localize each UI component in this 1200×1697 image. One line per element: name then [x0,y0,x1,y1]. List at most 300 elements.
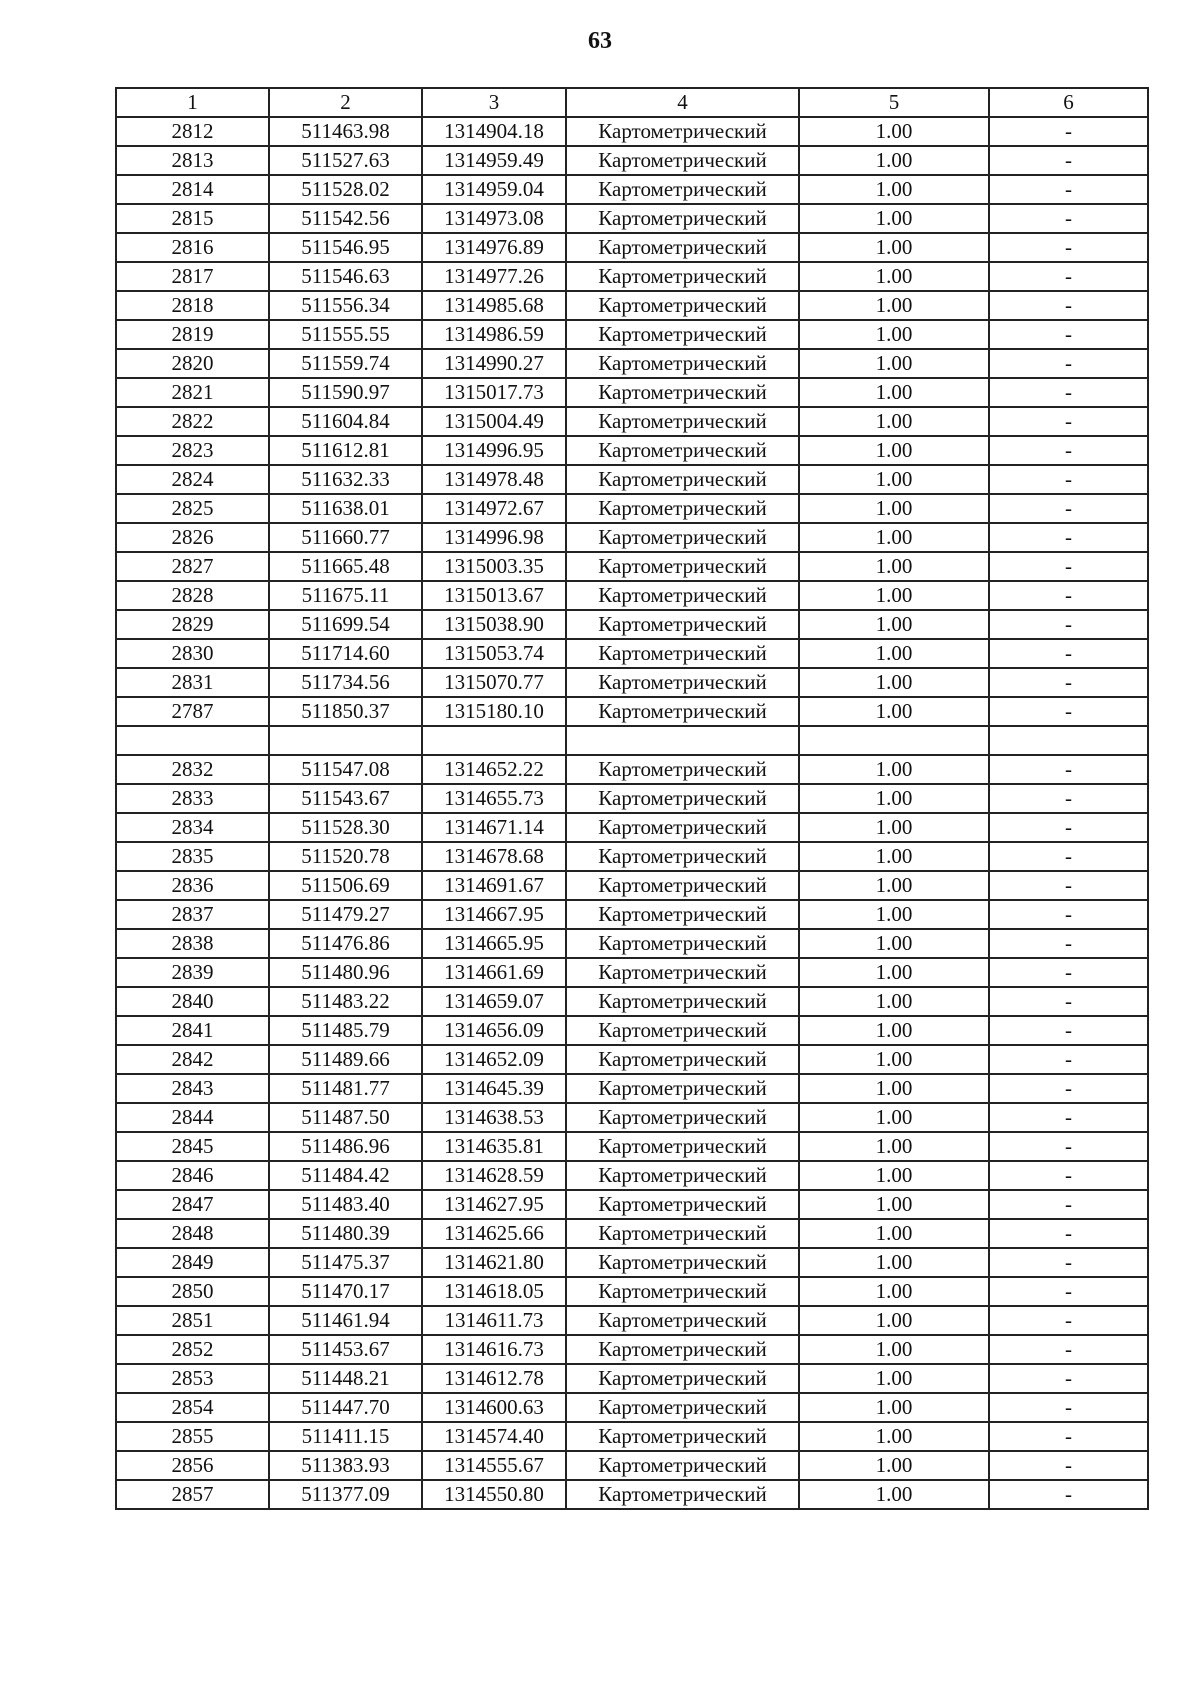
cell-method: Картометрический [566,581,799,610]
cell-method: Картометрический [566,1277,799,1306]
cell-y-coordinate: 1314616.73 [422,1335,566,1364]
cell-y-coordinate: 1314628.59 [422,1161,566,1190]
header-cell-1: 1 [116,88,269,117]
cell-point-number: 2851 [116,1306,269,1335]
cell-x-coordinate: 511556.34 [269,291,422,320]
cell-point-number: 2822 [116,407,269,436]
cell-y-coordinate: 1315017.73 [422,378,566,407]
cell-y-coordinate: 1314904.18 [422,117,566,146]
cell-point-number: 2857 [116,1480,269,1509]
cell-x-coordinate: 511453.67 [269,1335,422,1364]
cell-method: Картометрический [566,697,799,726]
cell-note: - [989,552,1148,581]
cell-method: Картометрический [566,1161,799,1190]
cell-y-coordinate: 1314555.67 [422,1451,566,1480]
cell-x-coordinate: 511489.66 [269,1045,422,1074]
cell-point-number: 2845 [116,1132,269,1161]
table-row [116,1393,1148,1422]
cell-method: Картометрический [566,378,799,407]
table-row [116,1306,1148,1335]
cell-y-coordinate: 1314972.67 [422,494,566,523]
cell-x-coordinate: 511543.67 [269,784,422,813]
cell-point-number: 2832 [116,755,269,784]
table-row [116,610,1148,639]
cell-point-number: 2826 [116,523,269,552]
cell-method: Картометрический [566,320,799,349]
cell-accuracy: 1.00 [799,987,989,1016]
cell-y-coordinate: 1314638.53 [422,1103,566,1132]
table-body [116,88,1148,1509]
cell-x-coordinate: 511547.08 [269,755,422,784]
coordinates-table [115,87,1149,1510]
cell-point-number: 2837 [116,900,269,929]
cell-point-number: 2830 [116,639,269,668]
cell-note: - [989,407,1148,436]
cell-y-coordinate [422,726,566,755]
table-row [116,175,1148,204]
cell-x-coordinate: 511660.77 [269,523,422,552]
cell-note: - [989,1480,1148,1509]
cell-note: - [989,1248,1148,1277]
cell-x-coordinate: 511604.84 [269,407,422,436]
cell-x-coordinate: 511484.42 [269,1161,422,1190]
cell-point-number: 2848 [116,1219,269,1248]
cell-point-number: 2850 [116,1277,269,1306]
cell-note: - [989,813,1148,842]
cell-note: - [989,1016,1148,1045]
cell-method: Картометрический [566,958,799,987]
cell-note: - [989,523,1148,552]
cell-note: - [989,1335,1148,1364]
cell-x-coordinate: 511612.81 [269,436,422,465]
table-row [116,987,1148,1016]
cell-point-number: 2813 [116,146,269,175]
table-row [116,523,1148,552]
cell-x-coordinate: 511546.63 [269,262,422,291]
cell-accuracy: 1.00 [799,204,989,233]
cell-method: Картометрический [566,1045,799,1074]
table-row [116,1161,1148,1190]
table-row [116,697,1148,726]
cell-accuracy: 1.00 [799,552,989,581]
cell-note: - [989,900,1148,929]
cell-accuracy: 1.00 [799,1393,989,1422]
cell-note [989,726,1148,755]
cell-accuracy: 1.00 [799,1190,989,1219]
cell-x-coordinate: 511714.60 [269,639,422,668]
cell-method: Картометрический [566,987,799,1016]
cell-x-coordinate: 511734.56 [269,668,422,697]
cell-method: Картометрический [566,291,799,320]
header-row [116,88,1148,117]
cell-accuracy: 1.00 [799,581,989,610]
cell-point-number: 2846 [116,1161,269,1190]
cell-y-coordinate: 1314986.59 [422,320,566,349]
cell-y-coordinate: 1314990.27 [422,349,566,378]
cell-point-number: 2787 [116,697,269,726]
cell-y-coordinate: 1314996.95 [422,436,566,465]
cell-point-number: 2841 [116,1016,269,1045]
table-row [116,291,1148,320]
table-row [116,494,1148,523]
cell-point-number: 2829 [116,610,269,639]
cell-y-coordinate: 1314665.95 [422,929,566,958]
cell-point-number: 2839 [116,958,269,987]
cell-note: - [989,349,1148,378]
cell-accuracy: 1.00 [799,1248,989,1277]
table-row [116,755,1148,784]
cell-method: Картометрический [566,175,799,204]
cell-note: - [989,668,1148,697]
table-row [116,581,1148,610]
cell-point-number: 2838 [116,929,269,958]
header-cell-4: 4 [566,88,799,117]
cell-accuracy: 1.00 [799,1364,989,1393]
table-row [116,1074,1148,1103]
cell-method: Картометрический [566,1248,799,1277]
cell-accuracy: 1.00 [799,175,989,204]
cell-accuracy: 1.00 [799,929,989,958]
cell-note: - [989,871,1148,900]
table-row [116,146,1148,175]
cell-x-coordinate: 511520.78 [269,842,422,871]
cell-x-coordinate: 511546.95 [269,233,422,262]
cell-method: Картометрический [566,349,799,378]
table-row [116,407,1148,436]
table-row [116,465,1148,494]
cell-note: - [989,755,1148,784]
cell-accuracy: 1.00 [799,349,989,378]
cell-y-coordinate: 1314659.07 [422,987,566,1016]
cell-accuracy: 1.00 [799,1132,989,1161]
table-row [116,1132,1148,1161]
cell-y-coordinate: 1315038.90 [422,610,566,639]
cell-y-coordinate: 1315013.67 [422,581,566,610]
cell-y-coordinate: 1314667.95 [422,900,566,929]
cell-accuracy: 1.00 [799,436,989,465]
cell-point-number: 2814 [116,175,269,204]
cell-point-number: 2812 [116,117,269,146]
table-row [116,1451,1148,1480]
cell-x-coordinate: 511487.50 [269,1103,422,1132]
cell-x-coordinate: 511483.22 [269,987,422,1016]
cell-method: Картометрический [566,1480,799,1509]
cell-point-number: 2852 [116,1335,269,1364]
cell-method: Картометрический [566,1422,799,1451]
cell-note: - [989,494,1148,523]
cell-x-coordinate: 511461.94 [269,1306,422,1335]
cell-x-coordinate: 511555.55 [269,320,422,349]
cell-point-number: 2834 [116,813,269,842]
cell-note: - [989,233,1148,262]
cell-accuracy: 1.00 [799,523,989,552]
page-number: 63 [588,28,612,54]
header-cell-5: 5 [799,88,989,117]
cell-point-number: 2815 [116,204,269,233]
cell-note: - [989,1190,1148,1219]
cell-note: - [989,1393,1148,1422]
cell-point-number: 2825 [116,494,269,523]
table-row [116,436,1148,465]
cell-x-coordinate: 511447.70 [269,1393,422,1422]
cell-accuracy: 1.00 [799,378,989,407]
cell-point-number: 2853 [116,1364,269,1393]
cell-x-coordinate: 511377.09 [269,1480,422,1509]
cell-y-coordinate: 1315070.77 [422,668,566,697]
cell-note: - [989,262,1148,291]
cell-x-coordinate: 511383.93 [269,1451,422,1480]
cell-accuracy: 1.00 [799,291,989,320]
cell-point-number: 2836 [116,871,269,900]
cell-accuracy: 1.00 [799,639,989,668]
cell-y-coordinate: 1314976.89 [422,233,566,262]
cell-method [566,726,799,755]
cell-method: Картометрический [566,494,799,523]
cell-note: - [989,204,1148,233]
cell-x-coordinate: 511590.97 [269,378,422,407]
cell-point-number: 2828 [116,581,269,610]
cell-x-coordinate: 511699.54 [269,610,422,639]
table-row [116,1335,1148,1364]
cell-x-coordinate: 511638.01 [269,494,422,523]
cell-accuracy: 1.00 [799,610,989,639]
cell-x-coordinate: 511665.48 [269,552,422,581]
cell-y-coordinate: 1314959.04 [422,175,566,204]
cell-method: Картометрический [566,204,799,233]
table-row [116,262,1148,291]
cell-x-coordinate: 511486.96 [269,1132,422,1161]
cell-method: Картометрический [566,1190,799,1219]
cell-point-number: 2843 [116,1074,269,1103]
cell-note: - [989,842,1148,871]
table-row [116,1480,1148,1509]
cell-accuracy: 1.00 [799,320,989,349]
cell-note: - [989,1306,1148,1335]
cell-x-coordinate: 511527.63 [269,146,422,175]
table-row [116,900,1148,929]
table-row [116,1248,1148,1277]
cell-accuracy: 1.00 [799,117,989,146]
cell-point-number: 2855 [116,1422,269,1451]
cell-point-number: 2831 [116,668,269,697]
cell-note: - [989,1074,1148,1103]
cell-method: Картометрический [566,813,799,842]
cell-y-coordinate: 1314977.26 [422,262,566,291]
cell-note: - [989,1422,1148,1451]
table-row [116,929,1148,958]
cell-method: Картометрический [566,842,799,871]
cell-method: Картометрический [566,233,799,262]
cell-accuracy: 1.00 [799,1451,989,1480]
cell-accuracy: 1.00 [799,1045,989,1074]
cell-x-coordinate: 511528.02 [269,175,422,204]
cell-method: Картометрический [566,117,799,146]
table-row [116,1190,1148,1219]
cell-method: Картометрический [566,755,799,784]
cell-note: - [989,929,1148,958]
cell-point-number: 2816 [116,233,269,262]
cell-y-coordinate: 1315053.74 [422,639,566,668]
cell-note: - [989,639,1148,668]
cell-y-coordinate: 1314652.22 [422,755,566,784]
cell-accuracy: 1.00 [799,1103,989,1132]
table-row [116,349,1148,378]
cell-accuracy: 1.00 [799,1306,989,1335]
cell-y-coordinate: 1314611.73 [422,1306,566,1335]
cell-point-number: 2854 [116,1393,269,1422]
cell-method: Картометрический [566,465,799,494]
cell-y-coordinate: 1314652.09 [422,1045,566,1074]
table-row [116,1045,1148,1074]
cell-accuracy: 1.00 [799,407,989,436]
cell-y-coordinate: 1314671.14 [422,813,566,842]
cell-y-coordinate: 1314655.73 [422,784,566,813]
cell-method: Картометрический [566,1451,799,1480]
cell-y-coordinate: 1314625.66 [422,1219,566,1248]
cell-x-coordinate: 511411.15 [269,1422,422,1451]
cell-method: Картометрический [566,639,799,668]
cell-accuracy: 1.00 [799,668,989,697]
cell-note: - [989,291,1148,320]
cell-x-coordinate: 511850.37 [269,697,422,726]
cell-x-coordinate: 511475.37 [269,1248,422,1277]
cell-y-coordinate: 1314656.09 [422,1016,566,1045]
cell-x-coordinate: 511675.11 [269,581,422,610]
cell-point-number: 2820 [116,349,269,378]
cell-accuracy: 1.00 [799,262,989,291]
cell-note: - [989,1132,1148,1161]
table-row [116,871,1148,900]
cell-accuracy: 1.00 [799,494,989,523]
cell-point-number: 2833 [116,784,269,813]
table-row [116,204,1148,233]
cell-note: - [989,1364,1148,1393]
cell-point-number: 2835 [116,842,269,871]
cell-method: Картометрический [566,871,799,900]
table-row [116,639,1148,668]
table-row [116,1422,1148,1451]
cell-accuracy: 1.00 [799,871,989,900]
cell-accuracy: 1.00 [799,755,989,784]
cell-method: Картометрический [566,1132,799,1161]
cell-y-coordinate: 1314600.63 [422,1393,566,1422]
cell-accuracy: 1.00 [799,1335,989,1364]
cell-note: - [989,1277,1148,1306]
cell-y-coordinate: 1315004.49 [422,407,566,436]
cell-y-coordinate: 1314691.67 [422,871,566,900]
cell-x-coordinate [269,726,422,755]
cell-note: - [989,1161,1148,1190]
cell-note: - [989,146,1148,175]
cell-accuracy: 1.00 [799,784,989,813]
cell-method: Картометрический [566,668,799,697]
cell-accuracy: 1.00 [799,813,989,842]
cell-method: Картометрический [566,1364,799,1393]
cell-accuracy: 1.00 [799,1016,989,1045]
cell-note: - [989,465,1148,494]
cell-accuracy: 1.00 [799,1277,989,1306]
cell-y-coordinate: 1315003.35 [422,552,566,581]
table-row [116,378,1148,407]
cell-x-coordinate: 511480.39 [269,1219,422,1248]
cell-x-coordinate: 511483.40 [269,1190,422,1219]
cell-accuracy [799,726,989,755]
cell-x-coordinate: 511470.17 [269,1277,422,1306]
cell-method: Картометрический [566,436,799,465]
cell-x-coordinate: 511480.96 [269,958,422,987]
cell-point-number: 2818 [116,291,269,320]
cell-point-number: 2824 [116,465,269,494]
table-row [116,1219,1148,1248]
cell-accuracy: 1.00 [799,233,989,262]
cell-y-coordinate: 1314618.05 [422,1277,566,1306]
cell-y-coordinate: 1314635.81 [422,1132,566,1161]
cell-y-coordinate: 1314985.68 [422,291,566,320]
table-row [116,233,1148,262]
cell-point-number: 2819 [116,320,269,349]
cell-x-coordinate: 511559.74 [269,349,422,378]
table-row [116,726,1148,755]
cell-accuracy: 1.00 [799,958,989,987]
cell-accuracy: 1.00 [799,1161,989,1190]
cell-x-coordinate: 511476.86 [269,929,422,958]
cell-accuracy: 1.00 [799,1480,989,1509]
cell-point-number: 2856 [116,1451,269,1480]
cell-note: - [989,1451,1148,1480]
cell-y-coordinate: 1314661.69 [422,958,566,987]
table-row [116,813,1148,842]
cell-point-number: 2821 [116,378,269,407]
table-row [116,842,1148,871]
cell-note: - [989,175,1148,204]
cell-accuracy: 1.00 [799,1074,989,1103]
table-row [116,1364,1148,1393]
cell-point-number: 2842 [116,1045,269,1074]
cell-note: - [989,436,1148,465]
cell-method: Картометрический [566,1393,799,1422]
cell-x-coordinate: 511481.77 [269,1074,422,1103]
cell-x-coordinate: 511479.27 [269,900,422,929]
cell-note: - [989,378,1148,407]
cell-y-coordinate: 1314627.95 [422,1190,566,1219]
cell-x-coordinate: 511485.79 [269,1016,422,1045]
cell-x-coordinate: 511542.56 [269,204,422,233]
cell-x-coordinate: 511463.98 [269,117,422,146]
cell-method: Картометрический [566,900,799,929]
cell-method: Картометрический [566,523,799,552]
cell-method: Картометрический [566,929,799,958]
cell-note: - [989,320,1148,349]
cell-note: - [989,1045,1148,1074]
cell-note: - [989,610,1148,639]
cell-y-coordinate: 1314621.80 [422,1248,566,1277]
table-row [116,784,1148,813]
cell-y-coordinate: 1314973.08 [422,204,566,233]
table-row [116,1016,1148,1045]
cell-accuracy: 1.00 [799,465,989,494]
cell-x-coordinate: 511528.30 [269,813,422,842]
cell-accuracy: 1.00 [799,697,989,726]
cell-method: Картометрический [566,610,799,639]
cell-accuracy: 1.00 [799,900,989,929]
table-row [116,958,1148,987]
cell-accuracy: 1.00 [799,842,989,871]
cell-note: - [989,784,1148,813]
cell-y-coordinate: 1314959.49 [422,146,566,175]
cell-note: - [989,697,1148,726]
cell-method: Картометрический [566,1074,799,1103]
cell-note: - [989,581,1148,610]
